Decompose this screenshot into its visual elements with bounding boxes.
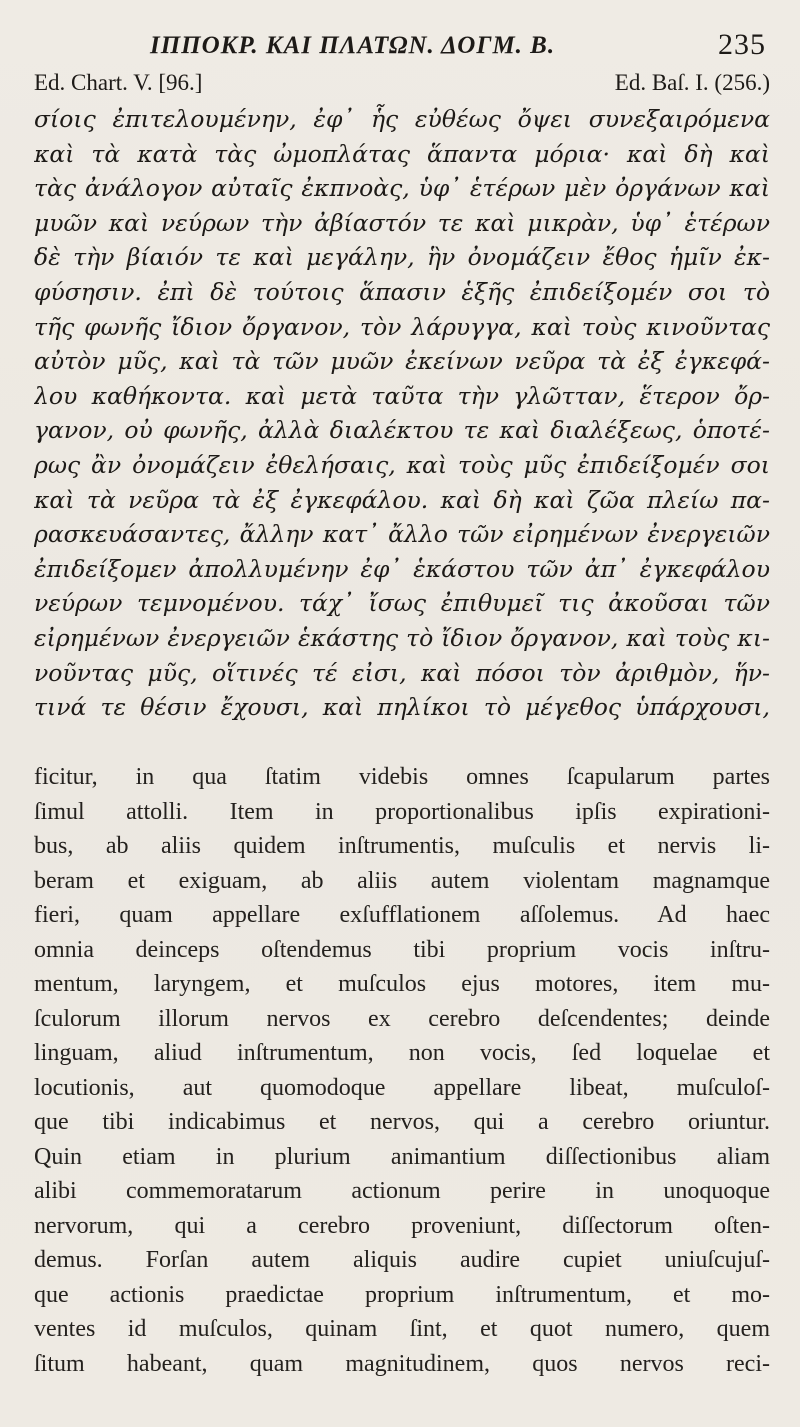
greek-text-line: δὲ τὴν βίαιόν τε καὶ μεγάλην, ἣν ὀνομάζειν ἔθος ἡμῖν ἐκ-	[34, 243, 770, 272]
greek-text-line: νοῦντας μῦς, οἵτινές τέ εἰσι, καὶ πόσοι τὸν ἀριθμὸν, ἥν-	[34, 658, 770, 687]
latin-text-line: nervorum, qui a cerebro proveniunt, diſſectorum oſten-	[34, 1212, 770, 1239]
latin-text-line: linguam, aliud inſtrumentum, non vocis, ſed loquelae et	[34, 1040, 770, 1066]
latin-text-line: ſculorum illorum nervos ex cerebro deſcendentes; deinde	[34, 1005, 770, 1032]
greek-text-line: ἐπιδείξομεν ἀπολλυμένην ἐφ᾽ ἑκάστου τῶν ἀπ᾽ ἐγκεφάλου	[34, 554, 770, 583]
latin-text-line: que actionis praedictae proprium inſtrumentum, et mo-	[34, 1281, 770, 1308]
latin-text-line: omnia deinceps oſtendemus tibi proprium vocis inſtru-	[34, 936, 770, 963]
greek-text-line: λου καθήκοντα. καὶ μετὰ ταῦτα τὴν γλῶτταν, ἕτερον ὄρ-	[34, 381, 770, 410]
latin-text-line: beram et exiguam, ab aliis autem violentam magnamque	[34, 867, 770, 894]
latin-text-line: Quin etiam in plurium animantium diſſectionibus aliam	[34, 1143, 770, 1170]
latin-text-line: bus, ab aliis quidem inſtrumentis, muſculis et nervis li-	[34, 833, 770, 859]
latin-text-line: que tibi indicabimus et nervos, qui a cerebro oriuntur.	[34, 1109, 770, 1135]
greek-text-line: εἰρημένων ἐνεργειῶν ἑκάστης τὸ ἴδιον ὄργανον, καὶ τοὺς κι-	[34, 623, 770, 652]
greek-text-line: τὰς ἀνάλογον αὐταῖς ἐκπνοὰς, ὑφ᾽ ἑτέρων μὲν ὀργάνων καὶ	[34, 174, 770, 203]
greek-text-line: μυῶν καὶ νεύρων τὴν ἀβίαστόν τε καὶ μικρὰν, ὑφ᾽ ἑτέρων	[34, 208, 770, 237]
latin-text-line: ventes id muſculos, quinam ſint, et quot numero, quem	[34, 1316, 770, 1342]
greek-text-line: φύσησιν. ἐπὶ δὲ τούτοις ἅπασιν ἑξῆς ἐπιδείξομέν σοι τὸ	[34, 277, 770, 306]
greek-text-line: νεύρων τεμνομένου. τάχ᾽ ἴσως ἐπιθυμεῖ τις ἀκοῦσαι τῶν	[34, 589, 770, 618]
page-number: 235	[718, 28, 766, 61]
latin-text-line: demus. Forſan autem aliquis audire cupiet uniuſcujuſ-	[34, 1247, 770, 1273]
greek-text-line: τῆς φωνῆς ἴδιον ὄργανον, τὸν λάρυγγα, καὶ τοὺς κινοῦντας	[34, 312, 770, 341]
latin-text-line: fieri, quam appellare exſufflationem aſſolemus. Ad haec	[34, 902, 770, 928]
greek-text-line: τινά τε θέσιν ἔχουσι, καὶ πηλίκοι τὸ μέγεθος ὑπάρχουσι,	[34, 693, 770, 722]
edition-reference-basel: Ed. Baſ. I. (256.)	[614, 70, 770, 95]
greek-text-line: καὶ τὰ νεῦρα τὰ ἐξ ἐγκεφάλου. καὶ δὴ καὶ ζῶα πλείω πα-	[34, 485, 770, 514]
edition-reference-chartier: Ed. Chart. V. [96.]	[34, 70, 203, 95]
running-head	[0, 28, 800, 64]
greek-text-line: ρως ἂν ὀνομάζειν ἐθελήσαις, καὶ τοὺς μῦς ἐπιδείξομέν σοι	[34, 450, 770, 479]
latin-text-line: mentum, laryngem, et muſculos ejus motores, item mu-	[34, 971, 770, 997]
greek-text-line: καὶ τὰ κατὰ τὰς ὠμοπλάτας ἅπαντα μόρια· καὶ δὴ καὶ	[34, 139, 770, 168]
greek-text-line: ρασκευάσαντες, ἄλλην κατ᾽ ἄλλο τῶν εἰρημένων ἐνεργειῶν	[34, 520, 770, 549]
latin-text-line: ficitur, in qua ſtatim videbis omnes ſcapularum partes	[34, 764, 770, 790]
greek-text-line: σίοις ἐπιτελουμένην, ἐφ᾽ ἧς εὐθέως ὄψει συνεξαιρόμενα	[34, 105, 770, 133]
edition-references	[34, 70, 770, 102]
greek-text-block	[34, 102, 770, 725]
greek-text-line: γανον, οὐ φωνῆς, ἀλλὰ διαλέκτου τε καὶ διαλέξεως, ὁποτέ-	[34, 416, 770, 445]
latin-text-line: ſimul attolli. Item in proportionalibus ipſis expirationi-	[34, 798, 770, 825]
latin-text-line: locutionis, aut quomodoque appellare libeat, muſculoſ-	[34, 1074, 770, 1101]
latin-text-line: ſitum habeant, quam magnitudinem, quos nervos reci-	[34, 1350, 770, 1377]
latin-text-line: alibi commemoratarum actionum perire in unoquoque	[34, 1178, 770, 1204]
latin-text-block	[34, 760, 770, 1381]
greek-text-line: αὐτὸν μῦς, καὶ τὰ τῶν μυῶν ἐκείνων νεῦρα τὰ ἐξ ἐγκεφά-	[34, 347, 770, 376]
running-title: ΙΠΠΟΚΡ. ΚΑΙ ΠΛΑΤΩΝ. ΔΟΓΜ. Β.	[150, 32, 556, 59]
